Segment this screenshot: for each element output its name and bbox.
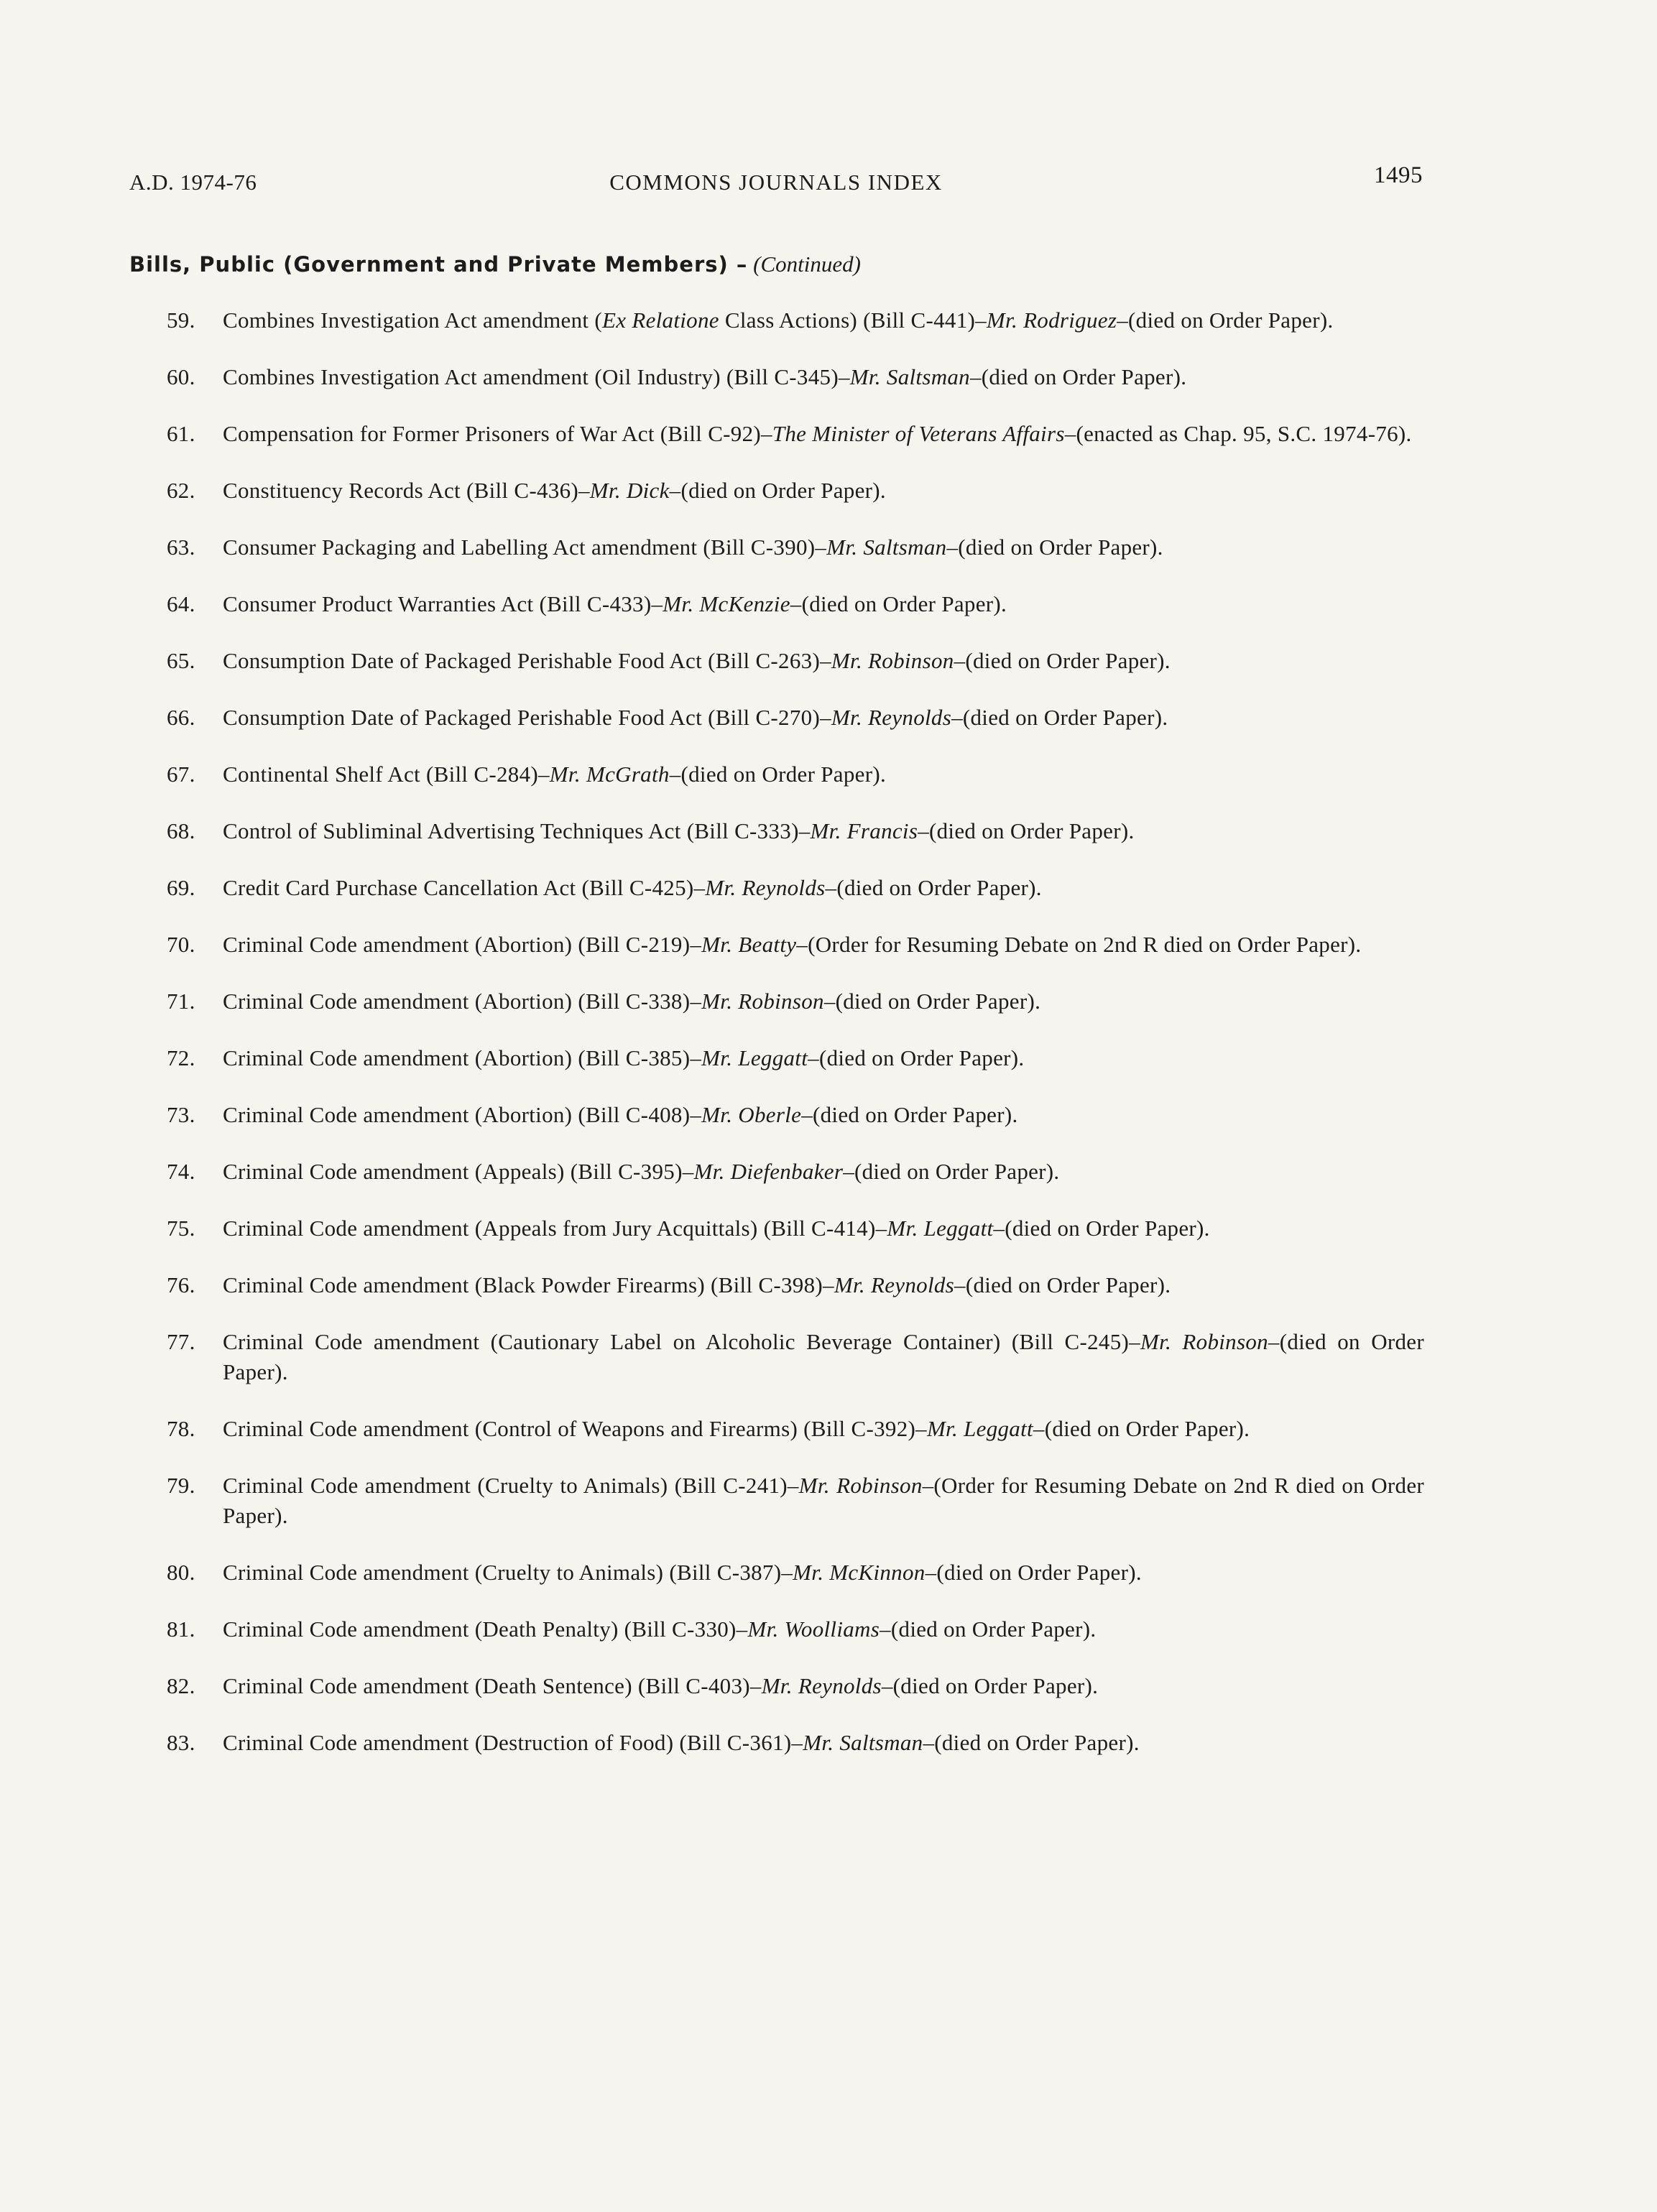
entry-sponsor: Mr. Rodriguez bbox=[986, 307, 1117, 333]
section-continued: (Continued) bbox=[753, 251, 861, 277]
entry-number: 62. bbox=[167, 478, 195, 503]
entry-text bbox=[223, 305, 1424, 335]
entry-status: –(died on Order Paper). bbox=[223, 1329, 1424, 1384]
entry-text bbox=[223, 646, 1424, 676]
entry-sponsor: Mr. Francis bbox=[810, 818, 918, 843]
entry-number: 75. bbox=[167, 1216, 195, 1241]
entry-sponsor: Mr. Leggatt bbox=[701, 1045, 808, 1070]
bill-entry bbox=[167, 1270, 1424, 1300]
entry-status: –(died on Order Paper). bbox=[954, 648, 1171, 673]
section-heading bbox=[129, 251, 861, 277]
entry-text bbox=[223, 873, 1424, 903]
entry-sponsor: Mr. Beatty bbox=[701, 932, 797, 957]
entry-title: Criminal Code amendment (Death Sentence) (Bill C-403)– bbox=[223, 1673, 762, 1698]
entry-number: 66. bbox=[167, 705, 195, 730]
entry-text bbox=[223, 532, 1424, 563]
entry-text bbox=[223, 1327, 1424, 1387]
entry-number: 69. bbox=[167, 875, 195, 900]
entry-number: 59. bbox=[167, 307, 195, 333]
entry-title: Criminal Code amendment (Cautionary Label on Alcoholic Beverage Container) (Bill C-245)– bbox=[223, 1329, 1140, 1354]
entry-number: 80. bbox=[167, 1560, 195, 1585]
entry-title: Criminal Code amendment (Cruelty to Animals) (Bill C-387)– bbox=[223, 1560, 793, 1585]
entry-sponsor: Mr. Diefenbaker bbox=[693, 1159, 844, 1184]
entry-sponsor: Mr. Leggatt bbox=[887, 1216, 994, 1241]
entry-number: 83. bbox=[167, 1730, 195, 1755]
entry-number: 76. bbox=[167, 1272, 195, 1297]
entry-number: 70. bbox=[167, 932, 195, 957]
entry-status: –(died on Order Paper). bbox=[923, 1730, 1140, 1755]
bill-entry bbox=[167, 873, 1424, 903]
entry-text bbox=[223, 1728, 1424, 1758]
entry-text bbox=[223, 1471, 1424, 1531]
entry-status: –(died on Order Paper). bbox=[1033, 1416, 1250, 1441]
bill-entry bbox=[167, 1100, 1424, 1130]
entry-sponsor: Mr. Reynolds bbox=[761, 1673, 882, 1698]
entry-sponsor: Mr. Oberle bbox=[701, 1102, 802, 1127]
bill-entry bbox=[167, 646, 1424, 676]
entry-sponsor: Mr. Dick bbox=[589, 478, 670, 503]
entry-sponsor: Mr. Leggatt bbox=[926, 1416, 1033, 1441]
entry-number: 61. bbox=[167, 421, 195, 446]
entry-title: Credit Card Purchase Cancellation Act (Bill C-425)– bbox=[223, 875, 706, 900]
entry-sponsor: Mr. McGrath bbox=[549, 762, 670, 787]
entry-text bbox=[223, 1558, 1424, 1588]
entry-sponsor: Mr. Reynolds bbox=[831, 705, 952, 730]
entry-number: 64. bbox=[167, 591, 195, 616]
bill-entry bbox=[167, 1471, 1424, 1531]
entry-status: –(enacted as Chap. 95, S.C. 1974-76). bbox=[1064, 421, 1412, 446]
entry-status: –(Order for Resuming Debate on 2nd R died on Order Paper). bbox=[796, 932, 1362, 957]
entry-text bbox=[223, 986, 1424, 1017]
entry-text bbox=[223, 816, 1424, 846]
entry-italic-term: Ex Relatione bbox=[601, 307, 719, 333]
entry-sponsor: Mr. Saltsman bbox=[849, 364, 970, 389]
entry-status: –(died on Order Paper). bbox=[881, 1673, 1099, 1698]
entry-title: Criminal Code amendment (Control of Weapons and Firearms) (Bill C-392)– bbox=[223, 1416, 927, 1441]
entry-title: Combines Investigation Act amendment (Oil Industry) (Bill C-345)– bbox=[223, 364, 850, 389]
bill-entry bbox=[167, 759, 1424, 790]
entry-text bbox=[223, 589, 1424, 619]
entry-text bbox=[223, 1100, 1424, 1130]
entry-title: Consumer Packaging and Labelling Act amendment (Bill C-390)– bbox=[223, 535, 827, 560]
entry-sponsor: Mr. Reynolds bbox=[834, 1272, 955, 1297]
entry-sponsor: Mr. McKinnon bbox=[793, 1560, 926, 1585]
entry-text bbox=[223, 1414, 1424, 1444]
bill-entry bbox=[167, 305, 1424, 335]
entry-status: –(died on Order Paper). bbox=[1117, 307, 1334, 333]
entry-status: –(died on Order Paper). bbox=[925, 1560, 1142, 1585]
entry-sponsor: Mr. Robinson bbox=[1140, 1329, 1268, 1354]
entry-status: –(Order for Resuming Debate on 2nd R died on Order Paper). bbox=[223, 1473, 1425, 1528]
entry-text bbox=[223, 759, 1424, 790]
entry-status: –(died on Order Paper). bbox=[669, 762, 886, 787]
entry-title: Criminal Code amendment (Abortion) (Bill C-338)– bbox=[223, 989, 702, 1014]
entry-text bbox=[223, 1614, 1424, 1644]
bill-entry bbox=[167, 1558, 1424, 1588]
entry-number: 82. bbox=[167, 1673, 195, 1698]
entry-sponsor: Mr. Saltsman bbox=[826, 535, 947, 560]
entry-text bbox=[223, 1213, 1424, 1244]
entry-text bbox=[223, 476, 1424, 506]
bill-entry bbox=[167, 476, 1424, 506]
bill-entry bbox=[167, 1043, 1424, 1073]
bill-entry bbox=[167, 1157, 1424, 1187]
entry-text bbox=[223, 1157, 1424, 1187]
page-number: 1495 bbox=[1374, 162, 1423, 188]
entry-status: –(died on Order Paper). bbox=[823, 989, 1041, 1014]
bill-entry bbox=[167, 1327, 1424, 1387]
entry-number: 71. bbox=[167, 989, 195, 1014]
entry-status: –(died on Order Paper). bbox=[801, 1102, 1018, 1127]
entry-status: –(died on Order Paper). bbox=[790, 591, 1007, 616]
entry-status: –(died on Order Paper). bbox=[825, 875, 1042, 900]
bill-entry bbox=[167, 816, 1424, 846]
bill-entry bbox=[167, 703, 1424, 733]
bill-entry bbox=[167, 589, 1424, 619]
entry-title: Criminal Code amendment (Abortion) (Bill C-219)– bbox=[223, 932, 702, 957]
bill-entry bbox=[167, 1728, 1424, 1758]
entry-status: –(died on Order Paper). bbox=[954, 1272, 1171, 1297]
entry-sponsor: The Minister of Veterans Affairs bbox=[772, 421, 1065, 446]
entry-sponsor: Mr. Robinson bbox=[701, 989, 824, 1014]
entry-status: –(died on Order Paper). bbox=[946, 535, 1163, 560]
bill-entry bbox=[167, 930, 1424, 960]
bill-entry bbox=[167, 1671, 1424, 1701]
entry-title: Consumption Date of Packaged Perishable Food Act (Bill C-270)– bbox=[223, 705, 831, 730]
entry-number: 73. bbox=[167, 1102, 195, 1127]
entry-title: Criminal Code amendment (Cruelty to Animals) (Bill C-241)– bbox=[223, 1473, 799, 1498]
running-head bbox=[129, 162, 1423, 200]
entry-title: Constituency Records Act (Bill C-436)– bbox=[223, 478, 590, 503]
section-title: Bills, Public (Government and Private Members) – bbox=[129, 252, 748, 277]
entry-number: 67. bbox=[167, 762, 195, 787]
entry-title: Consumer Product Warranties Act (Bill C-433)– bbox=[223, 591, 663, 616]
entry-number: 63. bbox=[167, 535, 195, 560]
entry-title: Control of Subliminal Advertising Techniques Act (Bill C-333)– bbox=[223, 818, 811, 843]
bill-entry bbox=[167, 419, 1424, 449]
entry-number: 79. bbox=[167, 1473, 195, 1498]
entry-sponsor: Mr. McKenzie bbox=[663, 591, 790, 616]
bill-entry bbox=[167, 362, 1424, 392]
bill-entry bbox=[167, 532, 1424, 563]
bill-entry-list bbox=[167, 305, 1424, 1785]
entry-sponsor: Mr. Reynolds bbox=[705, 875, 826, 900]
bill-entry bbox=[167, 1414, 1424, 1444]
entry-status: –(died on Order Paper). bbox=[951, 705, 1168, 730]
entry-title: Criminal Code amendment (Appeals from Jury Acquittals) (Bill C-414)– bbox=[223, 1216, 887, 1241]
entry-number: 78. bbox=[167, 1416, 195, 1441]
entry-title: Criminal Code amendment (Abortion) (Bill C-385)– bbox=[223, 1045, 702, 1070]
entry-title: Criminal Code amendment (Black Powder Firearms) (Bill C-398)– bbox=[223, 1272, 834, 1297]
entry-status: –(died on Order Paper). bbox=[880, 1616, 1097, 1642]
entry-title-prefix: Combines Investigation Act amendment ( bbox=[223, 307, 602, 333]
entry-sponsor: Mr. Saltsman bbox=[803, 1730, 923, 1755]
entry-title: Criminal Code amendment (Death Penalty) (Bill C-330)– bbox=[223, 1616, 748, 1642]
entry-title: Criminal Code amendment (Abortion) (Bill C-408)– bbox=[223, 1102, 702, 1127]
entry-text bbox=[223, 1043, 1424, 1073]
entry-status: –(died on Order Paper). bbox=[843, 1159, 1060, 1184]
entry-title: Continental Shelf Act (Bill C-284)– bbox=[223, 762, 550, 787]
entry-text bbox=[223, 930, 1424, 960]
running-head-title: COMMONS JOURNALS INDEX bbox=[609, 170, 943, 195]
entry-text bbox=[223, 419, 1424, 449]
entry-sponsor: Mr. Robinson bbox=[831, 648, 954, 673]
entry-number: 74. bbox=[167, 1159, 195, 1184]
entry-title: Criminal Code amendment (Destruction of Food) (Bill C-361)– bbox=[223, 1730, 803, 1755]
entry-text bbox=[223, 1270, 1424, 1300]
entry-sponsor: Mr. Robinson bbox=[798, 1473, 923, 1498]
entry-text bbox=[223, 1671, 1424, 1701]
bill-entry bbox=[167, 1213, 1424, 1244]
entry-status: –(died on Order Paper). bbox=[669, 478, 886, 503]
entry-status: –(died on Order Paper). bbox=[993, 1216, 1210, 1241]
entry-number: 65. bbox=[167, 648, 195, 673]
entry-number: 81. bbox=[167, 1616, 195, 1642]
entry-title: Compensation for Former Prisoners of War Act (Bill C-92)– bbox=[223, 421, 772, 446]
entry-status: –(died on Order Paper). bbox=[969, 364, 1187, 389]
running-head-date: A.D. 1974-76 bbox=[129, 170, 257, 195]
entry-title: Consumption Date of Packaged Perishable Food Act (Bill C-263)– bbox=[223, 648, 831, 673]
entry-title: Class Actions) (Bill C-441)– bbox=[719, 307, 987, 333]
entry-sponsor: Mr. Woolliams bbox=[747, 1616, 880, 1642]
entry-title: Criminal Code amendment (Appeals) (Bill C-395)– bbox=[223, 1159, 694, 1184]
entry-number: 60. bbox=[167, 364, 195, 389]
entry-status: –(died on Order Paper). bbox=[808, 1045, 1025, 1070]
bill-entry bbox=[167, 1614, 1424, 1644]
bill-entry bbox=[167, 986, 1424, 1017]
entry-text bbox=[223, 362, 1424, 392]
entry-number: 68. bbox=[167, 818, 195, 843]
entry-number: 72. bbox=[167, 1045, 195, 1070]
entry-text bbox=[223, 703, 1424, 733]
entry-number: 77. bbox=[167, 1329, 195, 1354]
entry-status: –(died on Order Paper). bbox=[918, 818, 1135, 843]
